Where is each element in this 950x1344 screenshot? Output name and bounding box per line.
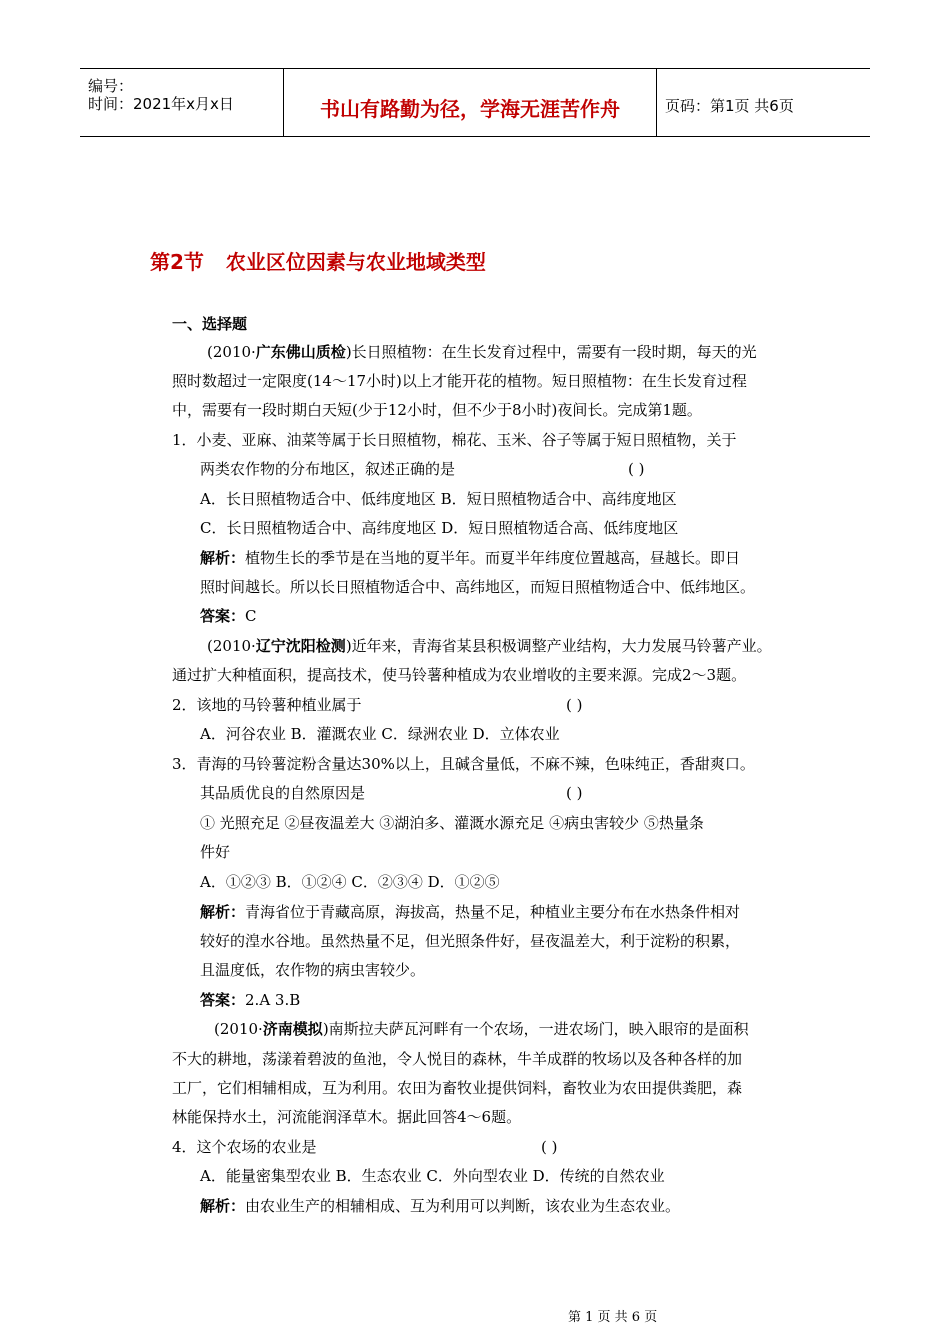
heading-choice-questions: 一、选择题 bbox=[172, 315, 248, 333]
header-page-cell bbox=[657, 69, 870, 136]
analysis-3-line-3: 且温度低，农作物的病虫害较少。 bbox=[200, 961, 426, 979]
passage-1-line-3: 中，需要有一段时期白天短(少于12小时，但不少于8小时)夜间长。完成第1题。 bbox=[172, 401, 702, 419]
source-tag: 济南模拟 bbox=[262, 1020, 323, 1038]
passage-1-line-1: (2010·广东佛山质检)长日照植物：在生长发育过程中，需要有一段时期，每天的光 bbox=[207, 343, 757, 361]
question-3-line-1: 3．青海的马铃薯淀粉含量达30%以上，且碱含量低，不麻不辣，色味纯正，香甜爽口。 bbox=[172, 755, 755, 773]
passage-3-line-3: 工厂，它们相辅相成，互为利用。农田为畜牧业提供饲料，畜牧业为农田提供粪肥，森 bbox=[172, 1079, 743, 1097]
question-3-line-2: 其品质优良的自然原因是 bbox=[200, 784, 366, 802]
question-3-line-4: 件好 bbox=[200, 843, 231, 861]
motto: 书山有路勤为径，学海无涯苦作舟 bbox=[320, 97, 620, 121]
question-1-line-1: 1．小麦、亚麻、油菜等属于长日照植物，棉花、玉米、谷子等属于短日照植物，关于 bbox=[172, 431, 737, 449]
question-4-bracket: ( ) bbox=[541, 1138, 558, 1156]
section-title-text: 农业区位因素与农业地域类型 bbox=[225, 250, 486, 274]
question-3-bracket: ( ) bbox=[566, 784, 583, 802]
header-info-cell bbox=[80, 69, 284, 136]
analysis-4-line-1: 解析：由农业生产的相辅相成、互为利用可以判断，该农业为生态农业。 bbox=[200, 1197, 681, 1215]
section-title bbox=[150, 246, 486, 275]
analysis-3-line-1: 解析：青海省位于青藏高原，海拔高，热量不足，种植业主要分布在水热条件相对 bbox=[200, 903, 741, 921]
answer-2-3: 答案：2.A 3.B bbox=[200, 991, 301, 1009]
page-info: 页码：第1页 共6页 bbox=[665, 97, 794, 115]
question-4-options: A．能量密集型农业 B．生态农业 C．外向型农业 D．传统的自然农业 bbox=[200, 1167, 665, 1185]
passage-3-line-4: 林能保持水土，河流能润泽草木。据此回答4～6题。 bbox=[172, 1108, 522, 1126]
question-1-bracket: ( ) bbox=[628, 460, 645, 478]
question-2-options: A．河谷农业 B．灌溉农业 C．绿洲农业 D．立体农业 bbox=[200, 725, 560, 743]
header-motto-cell bbox=[284, 69, 657, 136]
question-1-options-ab: A．长日照植物适合中、低纬度地区 B．短日照植物适合中、高纬度地区 bbox=[200, 490, 677, 508]
question-1-line-2: 两类农作物的分布地区，叙述正确的是 bbox=[200, 460, 456, 478]
analysis-3-line-2: 较好的湟水谷地。虽然热量不足，但光照条件好，昼夜温差大，利于淀粉的积累， bbox=[200, 932, 741, 950]
passage-3-line-2: 不大的耕地，荡漾着碧波的鱼池，令人悦目的森林，牛羊成群的牧场以及各种各样的加 bbox=[172, 1050, 743, 1068]
question-2-bracket: ( ) bbox=[566, 696, 583, 714]
passage-2-line-1: (2010·辽宁沈阳检测)近年来，青海省某县积极调整产业结构，大力发展马铃薯产业。 bbox=[207, 637, 772, 655]
time-label: 时间：2021年x月x日 bbox=[88, 95, 234, 113]
question-2-line-1: 2．该地的马铃薯种植业属于 bbox=[172, 696, 362, 714]
question-3-options: A．①②③ B．①②④ C．②③④ D．①②⑤ bbox=[200, 873, 500, 891]
document-header bbox=[80, 68, 870, 137]
question-4-line-1: 4．这个农场的农业是 bbox=[172, 1138, 317, 1156]
number-label: 编号： bbox=[88, 77, 134, 95]
question-1-options-cd: C．长日照植物适合中、高纬度地区 D．短日照植物适合高、低纬度地区 bbox=[200, 519, 679, 537]
section-number: 第2节 bbox=[150, 250, 204, 274]
answer-1: 答案：C bbox=[200, 607, 257, 625]
passage-3-line-1: (2010·济南模拟)南斯拉夫萨瓦河畔有一个农场，一进农场门，映入眼帘的是面积 bbox=[214, 1020, 749, 1038]
passage-1-line-2: 照时数超过一定限度(14～17小时)以上才能开花的植物。短日照植物：在生长发育过程 bbox=[172, 372, 747, 390]
question-3-line-3: ① 光照充足 ②昼夜温差大 ③湖泊多、灌溉水源充足 ④病虫害较少 ⑤热量条 bbox=[200, 814, 704, 832]
source-tag: 辽宁沈阳检测 bbox=[255, 637, 346, 655]
analysis-1-line-2: 照时间越长。所以长日照植物适合中、高纬地区，而短日照植物适合中、低纬地区。 bbox=[200, 578, 756, 596]
passage-2-line-2: 通过扩大种植面积，提高技术，使马铃薯种植成为农业增收的主要来源。完成2～3题。 bbox=[172, 666, 747, 684]
page-footer: 第 1 页 共 6 页 bbox=[568, 1310, 658, 1325]
analysis-1-line-1: 解析：植物生长的季节是在当地的夏半年。而夏半年纬度位置越高，昼越长。即日 bbox=[200, 549, 741, 567]
source-tag: 广东佛山质检 bbox=[255, 343, 346, 361]
